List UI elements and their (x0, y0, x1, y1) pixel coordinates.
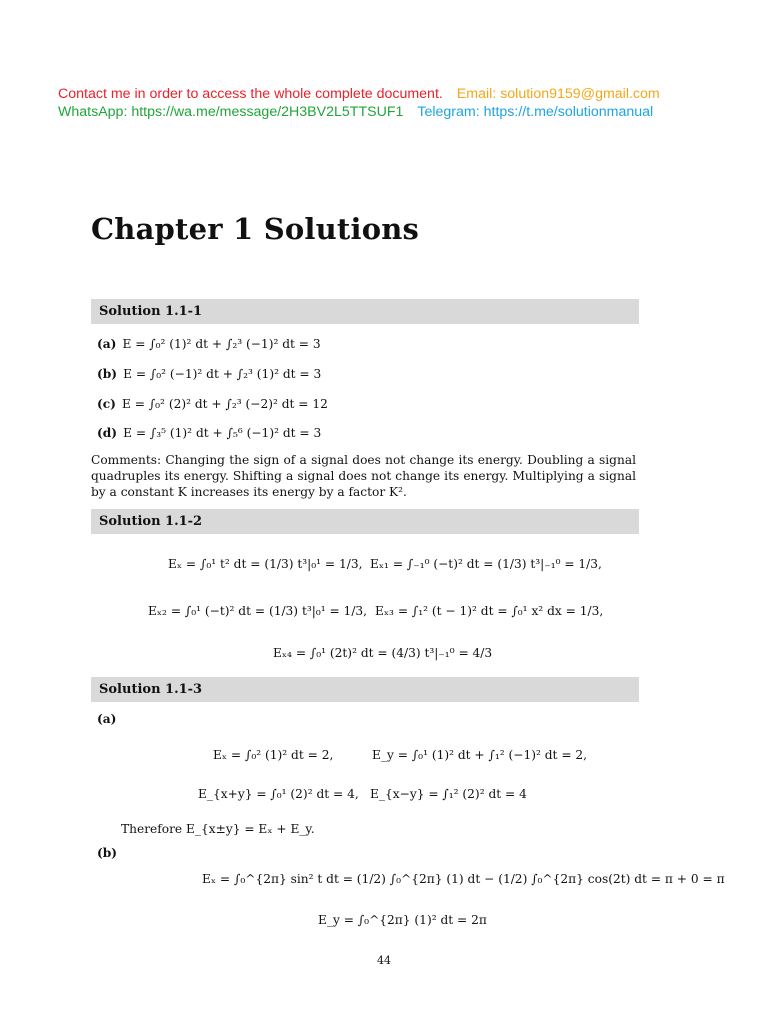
contact-whatsapp-link[interactable]: WhatsApp: https://wa.me/message/2H3BV2L5TTSUF1 (58, 104, 404, 120)
contact-line-2 (58, 104, 667, 120)
part-label-a: (a) (97, 712, 117, 726)
part-label: (c) (97, 397, 116, 411)
equation-ey-2pi: E_y = ∫₀^{2π} (1)² dt = 2π (318, 913, 487, 927)
equation-ex: Eₓ = ∫₀² (1)² dt = 2, (213, 748, 334, 762)
part-label: (d) (97, 426, 118, 440)
part-c (97, 397, 328, 411)
equation: E = ∫₀² (1)² dt + ∫₂³ (−1)² dt = 3 (122, 337, 321, 351)
page-number: 44 (377, 954, 391, 967)
solution-header-1-1-3: Solution 1.1-3 (91, 677, 639, 702)
solution-header-1-1-1: Solution 1.1-1 (91, 299, 639, 324)
equation-ex3: Eₓ₃ = ∫₁² (t − 1)² dt = ∫₀¹ x² dx = 1/3, (375, 604, 604, 618)
equation-ex4: Eₓ₄ = ∫₀¹ (2t)² dt = (4/3) t³|₋₁⁰ = 4/3 (273, 646, 493, 660)
part-d (97, 426, 321, 440)
chapter-title: Chapter 1 Solutions (91, 212, 420, 246)
part-label: (a) (97, 337, 117, 351)
equation-ex-minus-y: E_{x−y} = ∫₁² (2)² dt = 4 (370, 787, 527, 801)
equation-ex-sin: Eₓ = ∫₀^{2π} sin² t dt = (1/2) ∫₀^{2π} (1) dt − (1/2) ∫₀^{2π} cos(2t) dt = π + 0 = π (202, 872, 725, 886)
comments-paragraph: Comments: Changing the sign of a signal does not change its energy. Doubling a signal quadruples its energy. Shifting a signal does not change its energy. Multiplying a signal by a constant K increases its energy by a factor K². (91, 453, 636, 499)
part-b (97, 367, 321, 381)
part-label-b: (b) (97, 846, 118, 860)
therefore-line: Therefore E_{x±y} = Eₓ + E_y. (121, 822, 315, 836)
equation-ex2: Eₓ₂ = ∫₀¹ (−t)² dt = (1/3) t³|₀¹ = 1/3, (148, 604, 368, 618)
contact-line-1 (58, 86, 674, 102)
equation: E = ∫₃⁵ (1)² dt + ∫₅⁶ (−1)² dt = 3 (123, 426, 322, 440)
equation-ex-plus-y: E_{x+y} = ∫₀¹ (2)² dt = 4, (198, 787, 359, 801)
equation: E = ∫₀² (2)² dt + ∫₂³ (−2)² dt = 12 (121, 397, 328, 411)
part-label: (b) (97, 367, 118, 381)
contact-email-link[interactable]: Email: solution9159@gmail.com (456, 86, 660, 102)
contact-telegram-link[interactable]: Telegram: https://t.me/solutionmanual (417, 104, 654, 120)
equation: E = ∫₀² (−1)² dt + ∫₂³ (1)² dt = 3 (123, 367, 322, 381)
solution-header-1-1-2: Solution 1.1-2 (91, 509, 639, 534)
equation-ey: E_y = ∫₀¹ (1)² dt + ∫₁² (−1)² dt = 2, (372, 748, 588, 762)
part-a (97, 337, 321, 351)
contact-notice: Contact me in order to access the whole complete document. (58, 86, 443, 102)
equation-ex1: Eₓ₁ = ∫₋₁⁰ (−t)² dt = (1/3) t³|₋₁⁰ = 1/3, (370, 557, 602, 571)
equation-ex: Eₓ = ∫₀¹ t² dt = (1/3) t³|₀¹ = 1/3, (168, 557, 363, 571)
